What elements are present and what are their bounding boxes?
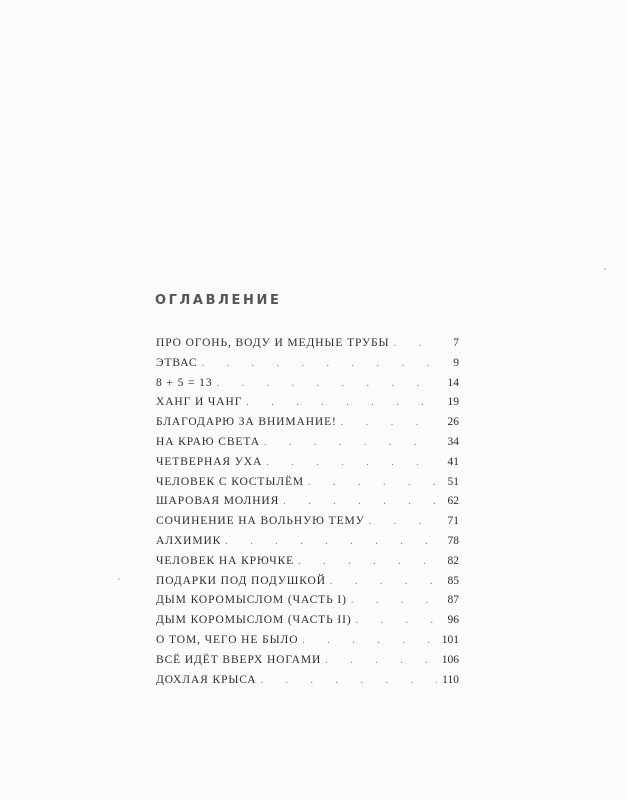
toc-entry[interactable] [156,393,459,413]
toc-entry-page: 106 [441,653,459,666]
dot-leader [325,651,437,671]
dot-leader [216,374,437,394]
dot-leader [283,492,437,512]
toc-entry-page: 71 [447,515,459,528]
toc-entry-title: ЧЕЛОВЕК С КОСТЫЛЁМ [156,475,305,488]
toc-entry[interactable] [156,433,459,453]
toc-entry-page: 62 [447,495,459,508]
toc-entry-page: 34 [447,435,459,448]
toc-entry[interactable] [156,552,459,572]
toc-entry-title: ДОХЛАЯ КРЫСА [156,673,257,686]
dot-leader [393,334,437,354]
toc-entry[interactable] [156,631,459,651]
toc-entry-title: ЭТВАС [156,356,198,369]
toc-entry[interactable] [156,651,459,671]
dot-leader [298,552,437,572]
paper-speck [118,578,120,580]
toc-entry-page: 85 [447,574,459,587]
toc-entry-title: ДЫМ КОРОМЫСЛОМ (ЧАСТЬ II) [156,614,352,627]
toc-entry-title: ВСЁ ИДЁТ ВВЕРХ НОГАМИ [156,653,322,666]
dot-leader [302,631,437,651]
toc-entry[interactable] [156,572,459,592]
toc-entry-title: ХАНГ И ЧАНГ [156,396,243,409]
toc-entry-title: ПРО ОГОНЬ, ВОДУ И МЕДНЫЕ ТРУБЫ [156,337,390,349]
toc-entry[interactable] [156,591,459,611]
toc-entry-page: 14 [447,376,459,389]
toc-entry-title: ЧЕЛОВЕК НА КРЮЧКЕ [156,554,295,567]
dot-leader [225,532,437,552]
toc-entry[interactable] [156,453,459,473]
dot-leader [266,453,437,473]
toc-entry-title: 8 + 5 = 13 [156,376,213,389]
dot-leader [201,354,437,374]
toc-entry[interactable] [156,334,459,354]
toc-entry[interactable] [156,413,459,433]
toc-entry-title: БЛАГОДАРЮ ЗА ВНИМАНИЕ! [156,416,337,429]
toc-entry-title: ДЫМ КОРОМЫСЛОМ (ЧАСТЬ I) [156,594,347,607]
toc-entry-page: 19 [447,396,459,409]
dot-leader [356,611,437,631]
toc-entry[interactable] [156,374,459,394]
toc-entry-page: 7 [453,337,459,349]
toc-list [156,334,459,690]
toc-entry-page: 101 [441,633,459,646]
paper-speck [604,268,606,270]
toc-entry-page: 51 [447,475,459,488]
toc-entry-title: АЛХИМИК [156,534,222,547]
toc-entry-page: 9 [453,356,459,369]
toc-heading: ОГЛАВЛЕНИЕ [155,293,282,308]
dot-leader [369,512,437,532]
toc-entry-page: 41 [447,455,459,468]
toc-entry[interactable] [156,611,459,631]
toc-entry-title: ПОДАРКИ ПОД ПОДУШКОЙ [156,574,326,587]
toc-entry-page: 110 [442,673,459,686]
toc-entry-page: 82 [447,554,459,567]
toc-entry-title: НА КРАЮ СВЕТА [156,435,260,448]
toc-entry-page: 26 [447,416,459,429]
toc-entry-title: ШАРОВАЯ МОЛНИЯ [156,495,280,508]
toc-entry-page: 87 [447,594,459,607]
toc-entry-page: 78 [447,534,459,547]
dot-leader [330,572,437,592]
dot-leader [264,433,437,453]
toc-entry[interactable] [156,532,459,552]
toc-entry[interactable] [156,512,459,532]
dot-leader [261,671,437,691]
toc-entry[interactable] [156,354,459,374]
toc-entry-title: ЧЕТВЕРНАЯ УХА [156,455,263,468]
dot-leader [246,393,437,413]
dot-leader [351,591,437,611]
toc-entry-title: СОЧИНЕНИЕ НА ВОЛЬНУЮ ТЕМУ [156,515,365,528]
toc-entry-page: 96 [447,614,459,627]
toc-entry[interactable] [156,473,459,493]
dot-leader [341,413,437,433]
toc-entry-title: О ТОМ, ЧЕГО НЕ БЫЛО [156,633,299,646]
toc-entry[interactable] [156,492,459,512]
dot-leader [308,473,437,493]
toc-entry[interactable] [156,671,459,691]
